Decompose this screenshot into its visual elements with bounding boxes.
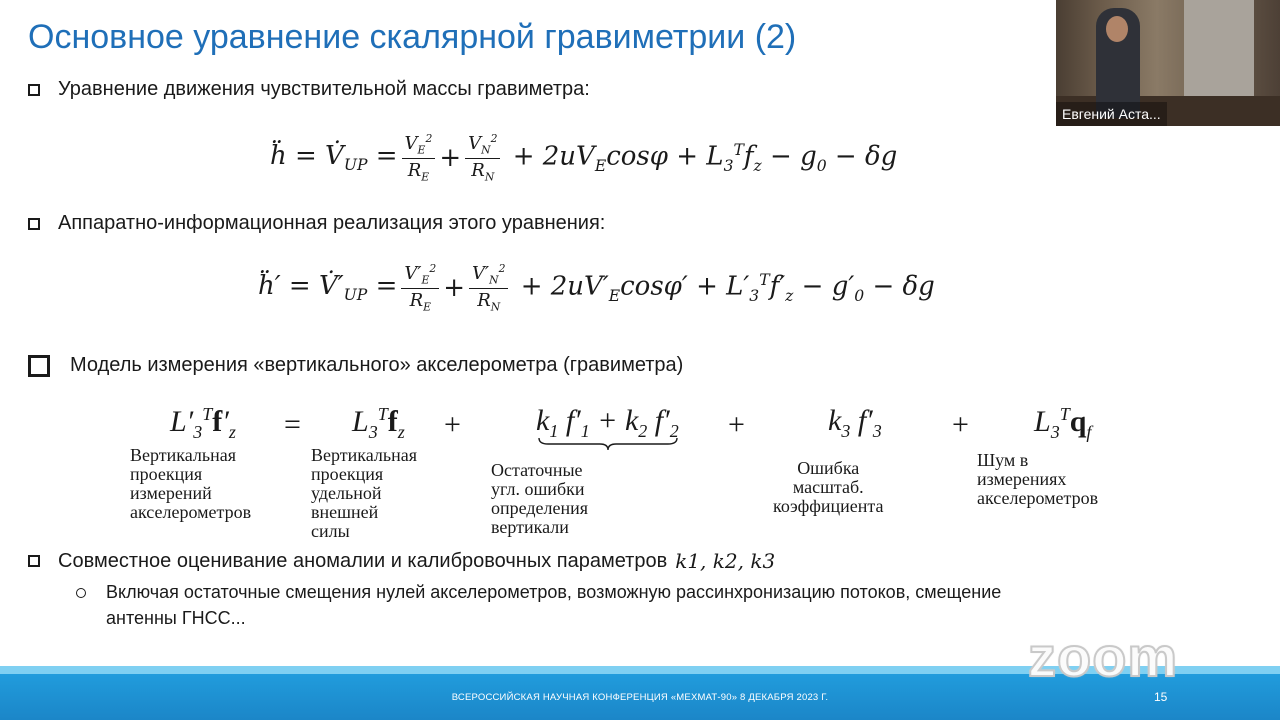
video-person-head (1106, 16, 1128, 42)
caption-measured-projection: Вертикальная проекция измерений акселерометров (130, 445, 252, 522)
model-term-angular-errors: $k_1$ $f'_1 + k_2$ $f'_2$ (536, 404, 679, 441)
underbrace (538, 437, 678, 451)
caption-noise: Шум в измерениях акселерометров (977, 450, 1099, 508)
bullet-measurement-model (28, 354, 683, 377)
circle-bullet-icon (76, 588, 86, 598)
checkbox-bullet-icon (28, 84, 40, 96)
model-term-measured: $L'_3^Tf'_z$ (170, 404, 236, 442)
sub-bullet-offsets: Включая остаточные смещения нулей акселерометров, возможную рассинхронизацию потоков, смещение антенны ГНСС... (76, 582, 1001, 629)
model-term-scale-error: $k_3$ $f'_3$ (828, 404, 882, 441)
model-plus: + (444, 408, 461, 441)
bullet-joint-estimation (28, 549, 775, 573)
model-plus: + (952, 408, 969, 441)
bullet-text: Аппаратно-информационная реализация этого уравнения: (58, 212, 606, 234)
equation-motion: ḧ = $V̇_{UP}$ = $\frac{V_E^2}{R_E}$ + $\frac{V_N^2}{R_N}$ + $2uV_E\cos\varphi + L_3^Tf_z - g_0 - \delta g$ (270, 132, 898, 184)
caption-specific-force-projection: Вертикальная проекция удельной внешней силы (311, 445, 417, 541)
checkbox-bullet-icon (28, 218, 40, 230)
checkbox-bullet-icon (28, 355, 50, 377)
checkbox-bullet-icon (28, 555, 40, 567)
page-number: 15 (1154, 690, 1168, 704)
conference-name: ВСЕРОССИЙСКАЯ НАУЧНАЯ КОНФЕРЕНЦИЯ «МЕХМАТ-90» 8 ДЕКАБРЯ 2023 Г. (451, 692, 829, 703)
model-term-noise: $L_3^Tq_f$ (1034, 404, 1092, 442)
bullet-text: Модель измерения «вертикального» акселерометра (гравиметра) (70, 354, 684, 376)
participant-video-tile[interactable] (1056, 0, 1280, 126)
caption-angular-errors: Остаточные угл. ошибки определения вертикали (491, 460, 589, 537)
participant-name: Евгений Аста... (1056, 102, 1167, 126)
model-term-specific-force: $L_3^Tf_z$ (352, 404, 405, 442)
bullet-hardware-realization (28, 212, 605, 235)
bullet-text: Уравнение движения чувствительной массы гравиметра: (58, 78, 590, 100)
video-board (1184, 0, 1254, 100)
zoom-watermark-logo: zoom (1028, 625, 1179, 688)
equation-realization: ḧ′ = $V̇'_{UP}$ = $\frac{V'_E^2}{R_E}$ + $\frac{V'_N^2}{R_N}$ + $2uV'_E\cos\varphi' + L'_3^Tf'_z - g'_0 - \delta g$ (258, 262, 935, 314)
caption-scale-error: Ошибка масштаб. коэффициента (773, 458, 884, 516)
calibration-params: k1, k2, k3 (675, 549, 776, 573)
model-equals: = (284, 408, 301, 441)
bullet-motion-equation (28, 78, 590, 101)
bullet-text: Совместное оценивание аномалии и калибровочных параметров (58, 549, 668, 572)
slide-title: Основное уравнение скалярной гравиметрии (2) (28, 18, 797, 56)
model-plus: + (728, 408, 745, 441)
